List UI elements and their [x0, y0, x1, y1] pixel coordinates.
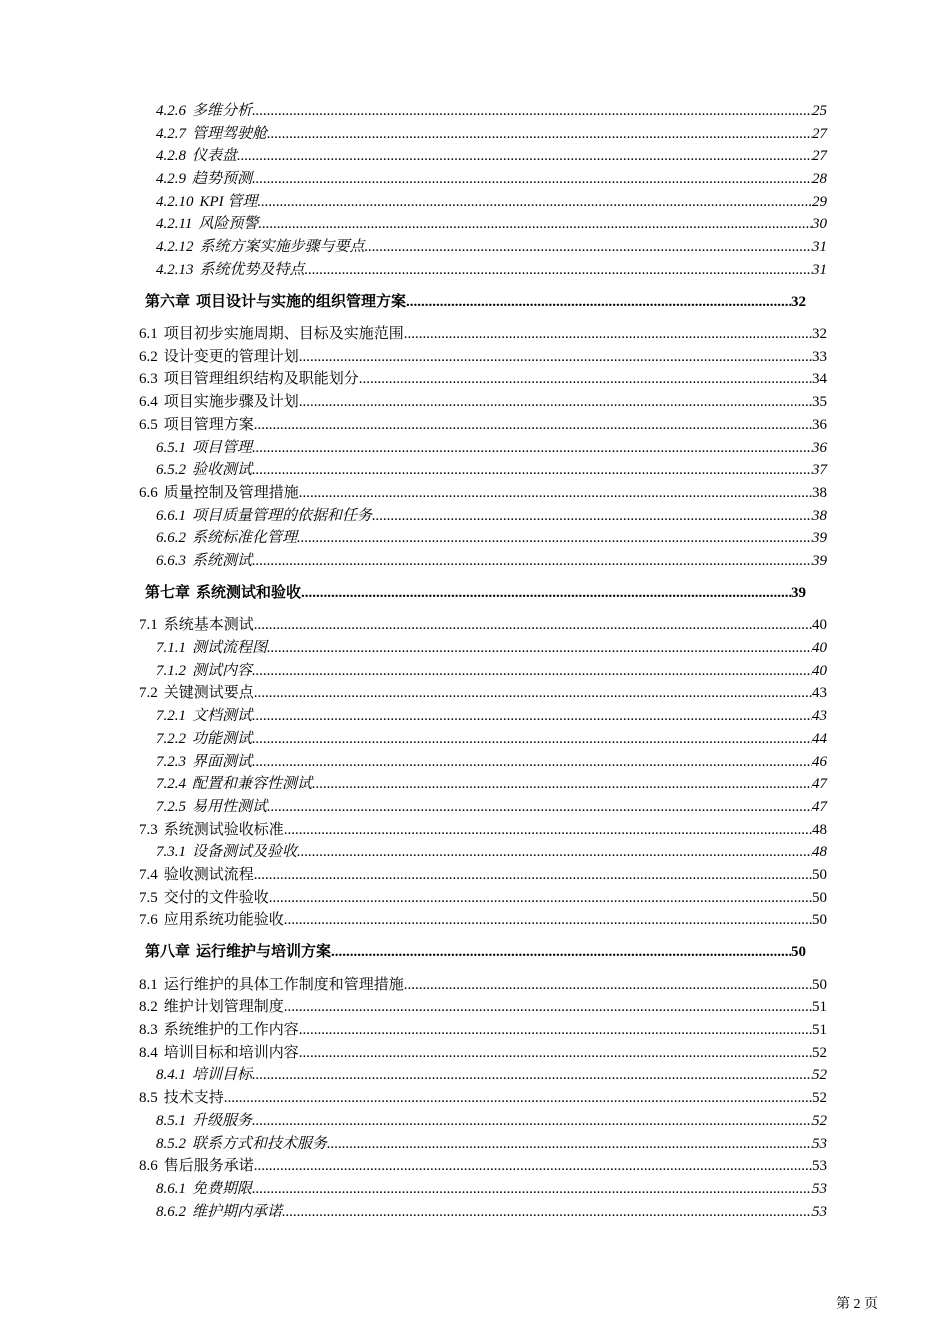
- toc-entry-label: [156, 102, 252, 120]
- toc-entry[interactable]: [156, 662, 827, 680]
- toc-entry[interactable]: [156, 1066, 827, 1084]
- toc-entry-number: 6.5.1: [156, 440, 186, 456]
- toc-entry-label: [156, 1066, 252, 1084]
- toc-entry-number: 8.4.1: [156, 1067, 186, 1083]
- toc-entry-title: 项目实施步骤及计划: [163, 394, 299, 410]
- toc-entry[interactable]: [139, 393, 827, 411]
- toc-page-number: 40: [812, 617, 827, 633]
- toc-entry[interactable]: [156, 102, 827, 120]
- toc-dot-leader: [406, 293, 791, 311]
- toc-entry-title: 运行维护的具体工作制度和管理措施: [163, 977, 404, 993]
- toc-entry-number: 7.4: [139, 867, 158, 883]
- toc-entry-title: 系统标准化管理: [192, 530, 298, 546]
- toc-page-number: 48: [812, 822, 827, 838]
- toc-entry-number: 8.6.2: [156, 1204, 186, 1220]
- toc-entry[interactable]: [156, 1135, 827, 1153]
- toc-page-number: 39: [812, 530, 827, 546]
- toc-dot-leader: [331, 943, 791, 961]
- toc-entry-number: 8.3: [139, 1022, 158, 1038]
- toc-entry-title: 设备测试及验收: [192, 844, 298, 860]
- toc-entry-label: [139, 1021, 299, 1039]
- toc-page-number: 36: [812, 440, 827, 456]
- toc-entry-label: [156, 439, 252, 457]
- toc-entry-title: 系统维护的工作内容: [163, 1022, 299, 1038]
- toc-entry-label: [156, 639, 267, 657]
- toc-entry[interactable]: [156, 215, 827, 233]
- toc-entry-label: [156, 1180, 252, 1198]
- toc-dot-leader: [267, 639, 812, 657]
- toc-entry-label: [139, 393, 299, 411]
- toc-entry-title: 项目管理方案: [163, 417, 254, 433]
- toc-entry-title: 测试流程图: [192, 640, 268, 656]
- toc-page-number: 43: [812, 708, 827, 724]
- toc-page-number: 40: [812, 663, 827, 679]
- toc-dot-leader: [254, 416, 812, 434]
- toc-entry-label: [156, 707, 252, 725]
- toc-entry[interactable]: [156, 639, 827, 657]
- toc-entry-title: 免费期限: [192, 1181, 253, 1197]
- toc-entry-label: [156, 193, 257, 211]
- toc-entry-title: 项目管理: [192, 440, 253, 456]
- toc-page-number: 53: [812, 1204, 827, 1220]
- toc-page-number: 27: [812, 148, 827, 164]
- toc-dot-leader: [284, 998, 812, 1016]
- toc-entry-title: 项目设计与实施的组织管理方案: [196, 294, 407, 310]
- toc-entry-number: 4.2.9: [156, 171, 186, 187]
- toc-dot-leader: [252, 439, 812, 457]
- toc-dot-leader: [284, 821, 812, 839]
- toc-entry-title: 测试内容: [192, 663, 253, 679]
- toc-entry[interactable]: [139, 821, 827, 839]
- toc-entry[interactable]: [139, 484, 827, 502]
- toc-entry-label: [139, 821, 284, 839]
- toc-entry-label: [156, 529, 297, 547]
- toc-entry-title: 应用系统功能验收: [163, 912, 284, 928]
- toc-entry-number: 6.5: [139, 417, 158, 433]
- toc-dot-leader: [282, 1203, 812, 1221]
- toc-entry-number: 第七章: [145, 585, 191, 601]
- toc-page-number: 33: [812, 349, 827, 365]
- toc-page-number: 40: [812, 640, 827, 656]
- toc-entry-number: 7.2.5: [156, 799, 186, 815]
- toc-page-number: 36: [812, 417, 827, 433]
- toc-page-number: 48: [812, 844, 827, 860]
- toc-page-number: 43: [812, 685, 827, 701]
- toc-entry-label: [139, 866, 254, 884]
- toc-page-number: 50: [812, 912, 827, 928]
- toc-dot-leader: [252, 707, 812, 725]
- toc-entry-label: [139, 889, 269, 907]
- toc-dot-leader: [299, 393, 812, 411]
- toc-entry[interactable]: [139, 416, 827, 434]
- toc-entry-title: 系统测试: [192, 553, 253, 569]
- toc-entry[interactable]: [156, 193, 827, 211]
- toc-entry-label: [139, 484, 299, 502]
- toc-entry[interactable]: [139, 1044, 827, 1062]
- toc-entry[interactable]: [156, 439, 827, 457]
- toc-entry-number: 7.6: [139, 912, 158, 928]
- toc-dot-leader: [254, 1157, 812, 1175]
- toc-entry-number: 7.1.2: [156, 663, 186, 679]
- toc-entry[interactable]: [156, 798, 827, 816]
- toc-dot-leader: [267, 125, 812, 143]
- toc-entry-number: 4.2.12: [156, 239, 194, 255]
- toc-entry-title: 升级服务: [192, 1113, 253, 1129]
- toc-entry-label: [139, 348, 299, 366]
- toc-entry-title: 文档测试: [192, 708, 253, 724]
- toc-dot-leader: [252, 461, 812, 479]
- toc-entry-title: 维护计划管理制度: [163, 999, 284, 1015]
- toc-page-number: 31: [812, 239, 827, 255]
- toc-page-number: 47: [812, 776, 827, 792]
- toc-dot-leader: [297, 843, 812, 861]
- toc-dot-leader: [224, 1089, 812, 1107]
- toc-page-number: 50: [812, 867, 827, 883]
- toc-dot-leader: [299, 1044, 812, 1062]
- toc-entry-title: 关键测试要点: [163, 685, 254, 701]
- toc-dot-leader: [365, 238, 812, 256]
- toc-entry[interactable]: [139, 616, 827, 634]
- toc-entry-number: 8.6: [139, 1158, 158, 1174]
- toc-entry-number: 6.6.3: [156, 553, 186, 569]
- toc-entry-number: 4.2.7: [156, 126, 186, 142]
- toc-dot-leader: [254, 684, 812, 702]
- toc-entry[interactable]: [156, 753, 827, 771]
- toc-entry[interactable]: [156, 707, 827, 725]
- toc-entry-number: 7.2.3: [156, 754, 186, 770]
- toc-entry[interactable]: [156, 170, 827, 188]
- toc-dot-leader: [254, 866, 812, 884]
- toc-page-number: 46: [812, 754, 827, 770]
- toc-entry-title: 系统测试验收标准: [163, 822, 284, 838]
- toc-entry-number: 6.5.2: [156, 462, 186, 478]
- toc-entry-number: 7.2.1: [156, 708, 186, 724]
- toc-entry-title: 趋势预测: [192, 171, 253, 187]
- toc-dot-leader: [312, 775, 812, 793]
- toc-entry-number: 6.4: [139, 394, 158, 410]
- toc-page-number: 30: [812, 216, 827, 232]
- toc-entry-label: [139, 325, 404, 343]
- toc-entry[interactable]: [139, 866, 827, 884]
- toc-dot-leader: [257, 193, 812, 211]
- toc-dot-leader: [254, 616, 812, 634]
- toc-dot-leader: [299, 348, 812, 366]
- toc-dot-leader: [267, 798, 812, 816]
- toc-page-number: 28: [812, 171, 827, 187]
- toc-entry-number: 7.2: [139, 685, 158, 701]
- toc-entry-title: 多维分析: [192, 103, 253, 119]
- toc-page-number: 53: [812, 1181, 827, 1197]
- toc-page-number: 47: [812, 799, 827, 815]
- toc-entry-label: [139, 911, 284, 929]
- toc-dot-leader: [252, 662, 812, 680]
- toc-entry-title: 易用性测试: [192, 799, 268, 815]
- toc-entry-number: 8.5.1: [156, 1113, 186, 1129]
- toc-entry-label: [139, 1044, 299, 1062]
- toc-chapter-entry[interactable]: [145, 943, 806, 961]
- toc-page-number: 29: [812, 194, 827, 210]
- toc-entry-title: 售后服务承诺: [163, 1158, 254, 1174]
- toc-page-number: 38: [812, 485, 827, 501]
- toc-entry-title: 界面测试: [192, 754, 253, 770]
- toc-entry-number: 6.6.2: [156, 530, 186, 546]
- page-number: 第 2 页: [836, 1297, 878, 1312]
- toc-entry-number: 4.2.11: [156, 216, 193, 232]
- toc-entry-title: 设计变更的管理计划: [163, 349, 299, 365]
- toc-entry-number: 7.2.4: [156, 776, 186, 792]
- toc-entry[interactable]: [156, 843, 827, 861]
- toc-entry[interactable]: [156, 147, 827, 165]
- toc-page-number: 50: [812, 890, 827, 906]
- toc-page-number: 39: [812, 553, 827, 569]
- toc-entry-label: [156, 261, 305, 279]
- toc-page-number: 53: [812, 1158, 827, 1174]
- toc-entry-number: 6.2: [139, 349, 158, 365]
- toc-page-number: 39: [791, 585, 806, 601]
- toc-dot-leader: [297, 529, 812, 547]
- toc-entry-title: 项目质量管理的依据和任务: [192, 508, 373, 524]
- toc-page-number: 50: [812, 977, 827, 993]
- toc-entry[interactable]: [139, 1089, 827, 1107]
- toc-dot-leader: [252, 102, 812, 120]
- toc-dot-leader: [372, 507, 812, 525]
- toc-entry-title: 交付的文件验收: [163, 890, 269, 906]
- toc-entry[interactable]: [156, 261, 827, 279]
- toc-entry-number: 8.4: [139, 1045, 158, 1061]
- toc-entry-title: 维护期内承诺: [192, 1204, 283, 1220]
- toc-entry-number: 8.6.1: [156, 1181, 186, 1197]
- toc-entry-number: 6.3: [139, 371, 158, 387]
- toc-dot-leader: [252, 1180, 812, 1198]
- toc-dot-leader: [258, 215, 812, 233]
- toc-entry-title: KPI 管理: [199, 194, 258, 210]
- toc-entry-label: [139, 416, 254, 434]
- toc-entry-number: 6.1: [139, 326, 158, 342]
- toc-entry-label: [139, 1089, 224, 1107]
- toc-entry-label: [156, 125, 267, 143]
- toc-entry-label: [156, 798, 267, 816]
- toc-entry-title: 系统方案实施步骤与要点: [199, 239, 365, 255]
- toc-entry-label: [156, 147, 237, 165]
- toc-entry-label: [139, 616, 254, 634]
- toc-page-number: 44: [812, 731, 827, 747]
- toc-page-number: 35: [812, 394, 827, 410]
- toc-page-number: 53: [812, 1136, 827, 1152]
- toc-dot-leader: [252, 1112, 812, 1130]
- toc-entry-label: [156, 215, 258, 233]
- toc-entry-title: 联系方式和技术服务: [192, 1136, 328, 1152]
- toc-dot-leader: [269, 889, 812, 907]
- toc-entry-number: 第八章: [145, 944, 191, 960]
- toc-entry-number: 4.2.6: [156, 103, 186, 119]
- toc-entry-number: 第六章: [145, 294, 191, 310]
- toc-page-number: 50: [791, 944, 806, 960]
- toc-dot-leader: [252, 1066, 812, 1084]
- toc-page-number: 52: [812, 1090, 827, 1106]
- toc-page-number: 25: [812, 103, 827, 119]
- toc-entry-label: [156, 753, 252, 771]
- toc-entry[interactable]: [139, 976, 827, 994]
- toc-dot-leader: [299, 1021, 812, 1039]
- toc-entry-label: [139, 998, 284, 1016]
- toc-entry-label: [139, 684, 254, 702]
- toc-entry[interactable]: [156, 238, 827, 256]
- toc-entry-label: [156, 461, 252, 479]
- toc-entry-number: 7.2.2: [156, 731, 186, 747]
- toc-dot-leader: [252, 552, 812, 570]
- toc-entry-label: [156, 843, 297, 861]
- toc-entry[interactable]: [156, 730, 827, 748]
- toc-entry[interactable]: [139, 911, 827, 929]
- toc-entry-title: 功能测试: [192, 731, 253, 747]
- toc-entry-title: 管理驾驶舱: [192, 126, 268, 142]
- toc-entry-title: 系统优势及特点: [199, 262, 305, 278]
- toc-entry-title: 配置和兼容性测试: [192, 776, 313, 792]
- toc-entry-number: 6.6: [139, 485, 158, 501]
- toc-dot-leader: [284, 911, 812, 929]
- toc-entry[interactable]: [156, 507, 827, 525]
- toc-entry-title: 系统测试和验收: [196, 585, 302, 601]
- toc-entry[interactable]: [139, 348, 827, 366]
- toc-entry-title: 质量控制及管理措施: [163, 485, 299, 501]
- toc-page-number: 34: [812, 371, 827, 387]
- toc-page-number: 51: [812, 999, 827, 1015]
- toc-entry-label: [156, 552, 252, 570]
- toc-entry-title: 运行维护与培训方案: [196, 944, 332, 960]
- toc-page-number: 52: [812, 1067, 827, 1083]
- toc-entry-label: [156, 507, 372, 525]
- toc-entry[interactable]: [139, 1021, 827, 1039]
- toc-entry-number: 8.1: [139, 977, 158, 993]
- toc-page-number: 38: [812, 508, 827, 524]
- toc-dot-leader: [404, 325, 812, 343]
- toc-entry[interactable]: [156, 529, 827, 547]
- toc-dot-leader: [252, 170, 812, 188]
- toc-entry-title: 培训目标: [192, 1067, 253, 1083]
- toc-entry-label: [156, 662, 252, 680]
- toc-entry-label: [139, 1157, 254, 1175]
- toc-chapter-entry[interactable]: [145, 293, 806, 311]
- toc-entry-title: 验收测试流程: [163, 867, 254, 883]
- toc-entry-label: [139, 976, 404, 994]
- toc-dot-leader: [252, 730, 812, 748]
- toc-entry[interactable]: [139, 1157, 827, 1175]
- toc-entry-label: [156, 170, 252, 188]
- toc-entry-number: 8.5.2: [156, 1136, 186, 1152]
- toc-entry[interactable]: [156, 461, 827, 479]
- toc-entry-number: 4.2.8: [156, 148, 186, 164]
- toc-entry-number: 8.2: [139, 999, 158, 1015]
- toc-entry-title: 培训目标和培训内容: [163, 1045, 299, 1061]
- toc-entry[interactable]: [139, 998, 827, 1016]
- toc-entry-label: [139, 370, 359, 388]
- toc-entry-label: [156, 1135, 327, 1153]
- toc-entry-title: 风险预警: [198, 216, 259, 232]
- toc-entry-label: [145, 293, 406, 311]
- toc-page-number: 32: [812, 326, 827, 342]
- toc-entry-number: 8.5: [139, 1090, 158, 1106]
- toc-entry[interactable]: [139, 370, 827, 388]
- toc-entry[interactable]: [139, 889, 827, 907]
- toc-entry[interactable]: [156, 1112, 827, 1130]
- toc-entry-label: [156, 775, 312, 793]
- toc-entry[interactable]: [156, 125, 827, 143]
- toc-page-number: 52: [812, 1045, 827, 1061]
- toc-chapter-entry[interactable]: [145, 584, 806, 602]
- toc-entry[interactable]: [139, 684, 827, 702]
- toc-page-number: 51: [812, 1022, 827, 1038]
- toc-entry-label: [145, 584, 301, 602]
- toc-dot-leader: [237, 147, 812, 165]
- toc-entry-number: 7.1: [139, 617, 158, 633]
- toc-entry[interactable]: [156, 1180, 827, 1198]
- toc-entry-label: [156, 1112, 252, 1130]
- toc-entry-number: 4.2.13: [156, 262, 194, 278]
- toc-entry-label: [156, 238, 365, 256]
- toc-page-number: 31: [812, 262, 827, 278]
- toc-dot-leader: [252, 753, 812, 771]
- toc-page-number: 27: [812, 126, 827, 142]
- toc-entry-number: 6.6.1: [156, 508, 186, 524]
- toc-dot-leader: [301, 584, 791, 602]
- toc-entry-number: 4.2.10: [156, 194, 194, 210]
- toc-entry[interactable]: [156, 775, 827, 793]
- toc-entry-number: 7.3: [139, 822, 158, 838]
- toc-entry[interactable]: [139, 325, 827, 343]
- toc-dot-leader: [299, 484, 812, 502]
- toc-entry-label: [156, 730, 252, 748]
- toc-entry-title: 仪表盘: [192, 148, 238, 164]
- toc-dot-leader: [359, 370, 812, 388]
- toc-page-number: 32: [791, 294, 806, 310]
- toc-entry-title: 验收测试: [192, 462, 253, 478]
- toc-entry-number: 7.3.1: [156, 844, 186, 860]
- toc-entry-title: 系统基本测试: [163, 617, 254, 633]
- toc-page-number: 52: [812, 1113, 827, 1129]
- toc-dot-leader: [404, 976, 812, 994]
- toc-entry-label: [145, 943, 331, 961]
- toc-entry[interactable]: [156, 552, 827, 570]
- toc-page-number: 37: [812, 462, 827, 478]
- toc-dot-leader: [327, 1135, 812, 1153]
- toc-entry-number: 7.5: [139, 890, 158, 906]
- toc-entry-title: 技术支持: [163, 1090, 224, 1106]
- toc-dot-leader: [305, 261, 812, 279]
- toc-entry-title: 项目管理组织结构及职能划分: [163, 371, 359, 387]
- toc-entry[interactable]: [156, 1203, 827, 1221]
- toc-entry-number: 7.1.1: [156, 640, 186, 656]
- toc-entry-title: 项目初步实施周期、目标及实施范围: [163, 326, 404, 342]
- toc-entry-label: [156, 1203, 282, 1221]
